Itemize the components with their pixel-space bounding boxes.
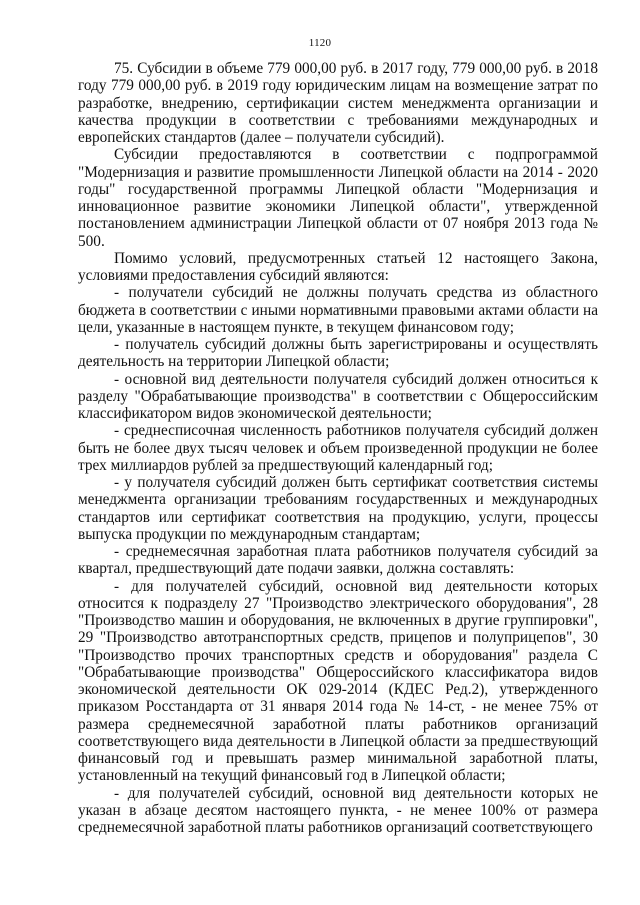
paragraph-subsidy-volume: 75. Субсидии в объеме 779 000,00 руб. в 2017 году, 779 000,00 руб. в 2018 году 779 000,00 руб. в 2019 году юридическим лицам на возмещение затрат по разработке, внедрению, сертификации систем менеджмента организации и качества продукции в соответствии с требованиями международных и европейских стандартов (далее – получатели субсидий). bbox=[78, 60, 598, 146]
paragraph-subprogram: Субсидии предоставляются в соответствии с подпрограммой "Модернизация и развитие промышленности Липецкой области на 2014 - 2020 годы" государственной программы Липецкой области "Модернизация и инновационное развитие экономики Липецкой области", утвержденной постановлением администрации Липецкой области от 07 ноября 2013 года № 500. bbox=[78, 146, 598, 250]
paragraph-condition-registration: - получатель субсидий должны быть зарегистрированы и осуществлять деятельность на территории Липецкой области; bbox=[78, 336, 598, 371]
paragraph-salary-75-percent: - для получателей субсидий, основной вид деятельности которых относится к подразделу 27 "Производство электрического оборудования", 28 "Производство машин и оборудования, не включенных в другие группировки", 29 "Производство автотранспортных средств, прицепов и полуприцепов", 30 "Производство прочих транспортных средств и оборудования" раздела С "Обрабатывающие производства" Общероссийского классификатора видов экономической деятельности ОК 029-2014 (КДЕС Ред.2), утвержденного приказом Росстандарта от 31 января 2014 года № 14-ст, - не менее 75% от размера среднемесячной заработной платы работников организаций соответствующего вида деятельности в Липецкой области за предшествующий финансовый год и превышать размер минимальной заработной платы, установленный на текущий финансовый год в Липецкой области; bbox=[78, 577, 598, 785]
page-number: 1120 bbox=[308, 37, 332, 49]
paragraph-condition-salary: - среднемесячная заработная плата работников получателя субсидий за квартал, предшествующий дате подачи заявки, должна составлять: bbox=[78, 543, 598, 578]
paragraph-condition-activity-type: - основной вид деятельности получателя субсидий должен относиться к разделу "Обрабатывающие производства" в соответствии с Общероссийским классификатором видов экономической деятельности; bbox=[78, 370, 598, 422]
paragraph-condition-certificate: - у получателя субсидий должен быть сертификат соответствия системы менеджмента организации требованиям государственных и международных стандартов или сертификат соответствия на продукцию, услуги, процессы выпуска продукции по международным стандартам; bbox=[78, 474, 598, 543]
paragraph-salary-100-percent: - для получателей субсидий, основной вид деятельности которых не указан в абзаце десятом настоящего пункта, - не менее 100% от размера среднемесячной заработной платы работников организаций соответствующего bbox=[78, 784, 598, 836]
document-body bbox=[78, 60, 598, 836]
paragraph-condition-no-other-funds: - получатели субсидий не должны получать средства из областного бюджета в соответствии с иными нормативными правовыми актами области на цели, указанные в настоящем пункте, в текущем финансовом году; bbox=[78, 284, 598, 336]
paragraph-condition-headcount: - среднесписочная численность работников получателя субсидий должен быть не более двух тысяч человек и объем произведенной продукции не более трех миллиардов рублей за предшествующий календарный год; bbox=[78, 422, 598, 474]
paragraph-conditions-intro: Помимо условий, предусмотренных статьей 12 настоящего Закона, условиями предоставления субсидий являются: bbox=[78, 249, 598, 284]
